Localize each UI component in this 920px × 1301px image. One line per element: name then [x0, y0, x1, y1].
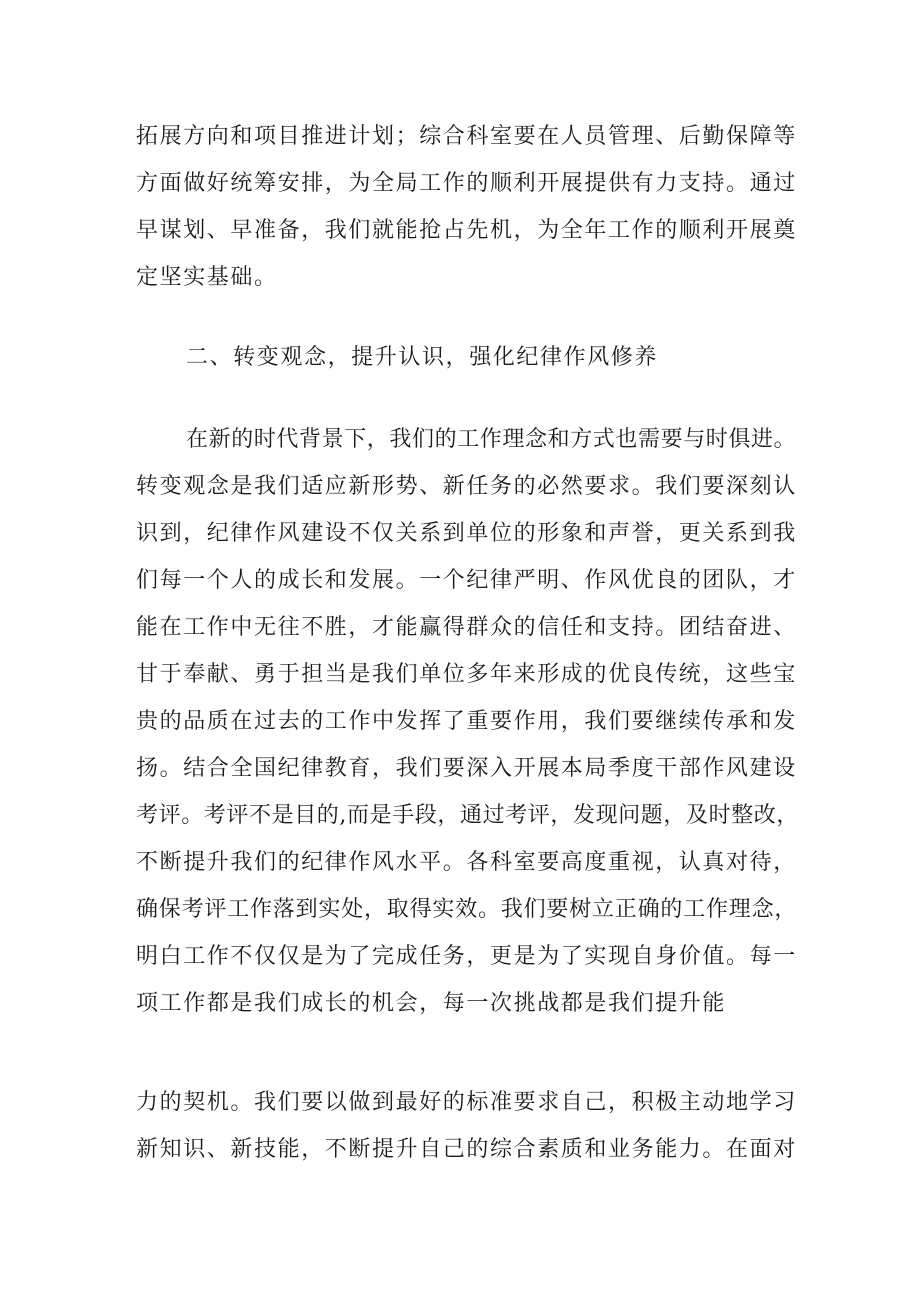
- paragraph-2-line: 确保考评工作落到实处，取得实效。我们要树立正确的工作理念，: [136, 897, 798, 922]
- paragraph-2-line: 明白工作不仅仅是为了完成任务，更是为了实现自身价值。每一: [136, 944, 797, 969]
- paragraph-2-line: 不断提升我们的纪律作风水平。各科室要高度重视，认真对待，: [136, 850, 797, 875]
- paragraph-2-line: 项工作都是我们成长的机会，每一次挑战都是我们提升能: [136, 991, 727, 1016]
- paragraph-2-line: 贵的品质在过去的工作中发挥了重要作用，我们要继续传承和发: [136, 709, 797, 734]
- paragraph-3-line: 力的契机。我们要以做到最好的标准要求自己，积极主动地学习: [136, 1090, 797, 1115]
- paragraph-2-line: 识到，纪律作风建设不仅关系到单位的形象和声誉，更关系到我: [136, 521, 797, 546]
- paragraph-2-line: 在新的时代背景下，我们的工作理念和方式也需要与时俱进。: [186, 427, 797, 452]
- paragraph-2-line: 扬。结合全国纪律教育，我们要深入开展本局季度干部作风建设: [136, 756, 797, 781]
- paragraph-2-line: 甘于奉献、勇于担当是我们单位多年来形成的优良传统，这些宝: [136, 662, 797, 687]
- paragraph-1-line: 定坚实基础。: [136, 265, 278, 290]
- paragraph-1-line: 方面做好统筹安排，为全局工作的顺利开展提供有力支持。通过: [136, 171, 797, 196]
- paragraph-3-line: 新知识、新技能，不断提升自己的综合素质和业务能力。在面对: [136, 1137, 797, 1162]
- section-heading: 二、转变观念，提升认识，强化纪律作风修养: [186, 345, 659, 370]
- paragraph-2-line: 能在工作中无往不胜，才能赢得群众的信任和支持。团结奋进、: [136, 615, 797, 640]
- paragraph-2-line: 们每一个人的成长和发展。一个纪律严明、作风优良的团队，才: [136, 568, 797, 593]
- paragraph-1-line: 拓展方向和项目推进计划；综合科室要在人员管理、后勤保障等: [136, 124, 797, 149]
- paragraph-2-line: 考评。考评不是目的,而是手段，通过考评，发现问题，及时整改，: [136, 803, 799, 828]
- paragraph-2-line: 转变观念是我们适应新形势、新任务的必然要求。我们要深刻认: [136, 474, 797, 499]
- paragraph-1-line: 早谋划、早准备，我们就能抢占先机，为全年工作的顺利开展奠: [136, 218, 797, 243]
